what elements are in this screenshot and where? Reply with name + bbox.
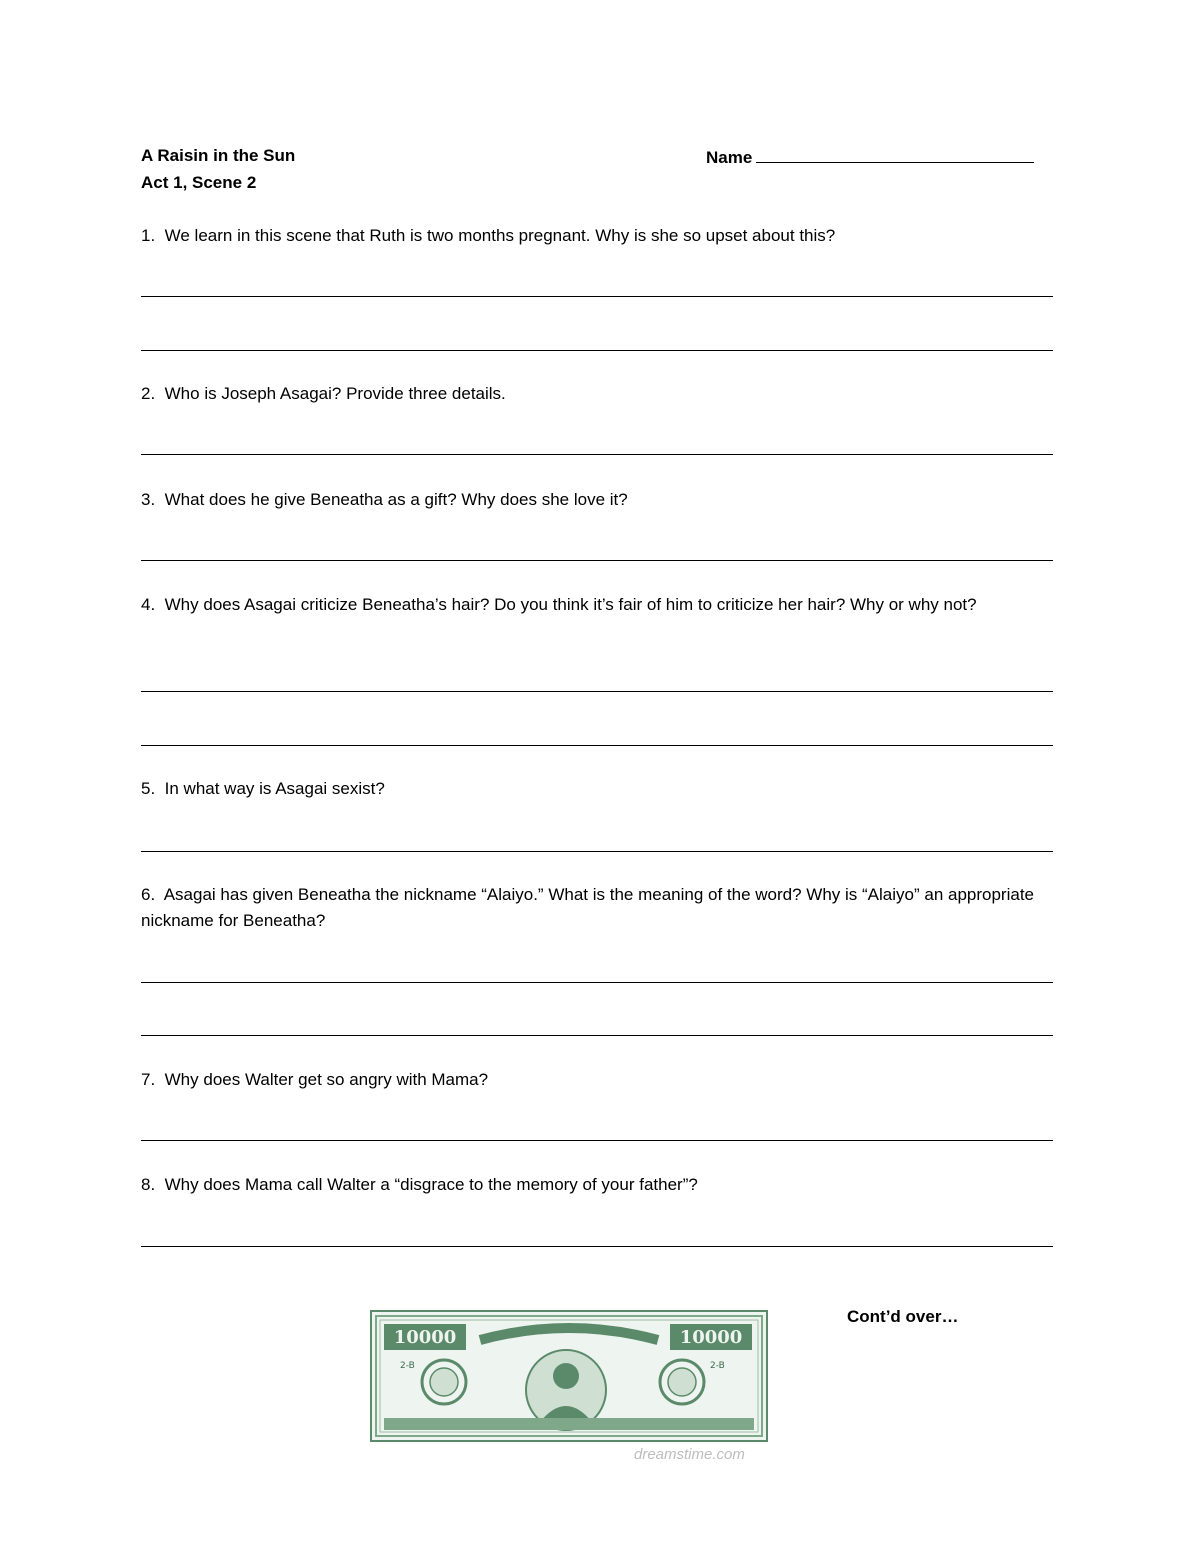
question-number: 7. (141, 1070, 156, 1089)
worksheet-title: A Raisin in the Sun (141, 146, 296, 165)
question-number: 8. (141, 1175, 156, 1194)
bill-serial-left: 2-B (400, 1361, 415, 1371)
question-text: Why does Walter get so angry with Mama? (164, 1070, 489, 1089)
answer-line-1b[interactable] (141, 350, 1053, 351)
worksheet-subtitle: Act 1, Scene 2 (141, 173, 257, 192)
name-label: Name (706, 148, 753, 167)
question-text: In what way is Asagai sexist? (164, 779, 385, 798)
answer-line-4a[interactable] (141, 691, 1053, 692)
question-1 (141, 223, 1053, 249)
question-number: 1. (141, 226, 156, 245)
question-2 (141, 381, 1053, 407)
question-number: 3. (141, 490, 156, 509)
bill-denomination-left: 10000 (393, 1327, 457, 1348)
question-number: 5. (141, 779, 156, 798)
continued-note: Cont’d over… (847, 1307, 959, 1326)
image-watermark: dreamstime.com (634, 1446, 745, 1463)
question-text: Asagai has given Beneatha the nickname “Alaiyo.” What is the meaning of the word? Why is “Alaiyo” an appropriate nickname for Beneatha? (141, 885, 1034, 930)
question-4 (141, 592, 1053, 618)
question-text: We learn in this scene that Ruth is two months pregnant. Why is she so upset about this? (164, 226, 836, 245)
answer-line-7[interactable] (141, 1140, 1053, 1141)
name-blank-line[interactable] (756, 146, 1034, 163)
name-field[interactable] (706, 146, 1034, 168)
answer-line-2[interactable] (141, 454, 1053, 455)
question-7 (141, 1067, 1053, 1093)
bill-denomination-right: 10000 (679, 1327, 743, 1348)
question-text: What does he give Beneatha as a gift? Why does she love it? (164, 490, 628, 509)
question-6 (141, 882, 1053, 934)
answer-line-4b[interactable] (141, 745, 1053, 746)
answer-line-1a[interactable] (141, 296, 1053, 297)
question-number: 4. (141, 595, 156, 614)
question-3 (141, 487, 1053, 513)
question-8 (141, 1172, 1053, 1198)
question-5 (141, 776, 1053, 802)
answer-line-6a[interactable] (141, 982, 1053, 983)
question-text: Why does Asagai criticize Beneatha’s hair? Do you think it’s fair of him to criticize her hair? Why or why not? (164, 595, 977, 614)
answer-line-6b[interactable] (141, 1035, 1053, 1036)
question-text: Why does Mama call Walter a “disgrace to the memory of your father”? (164, 1175, 698, 1194)
question-number: 6. (141, 885, 156, 904)
question-number: 2. (141, 384, 156, 403)
ten-thousand-dollar-bill-image (370, 1310, 768, 1442)
question-text: Who is Joseph Asagai? Provide three details. (164, 384, 506, 403)
answer-line-8[interactable] (141, 1246, 1053, 1247)
bill-serial-right: 2-B (710, 1361, 725, 1371)
answer-line-5[interactable] (141, 851, 1053, 852)
answer-line-3[interactable] (141, 560, 1053, 561)
